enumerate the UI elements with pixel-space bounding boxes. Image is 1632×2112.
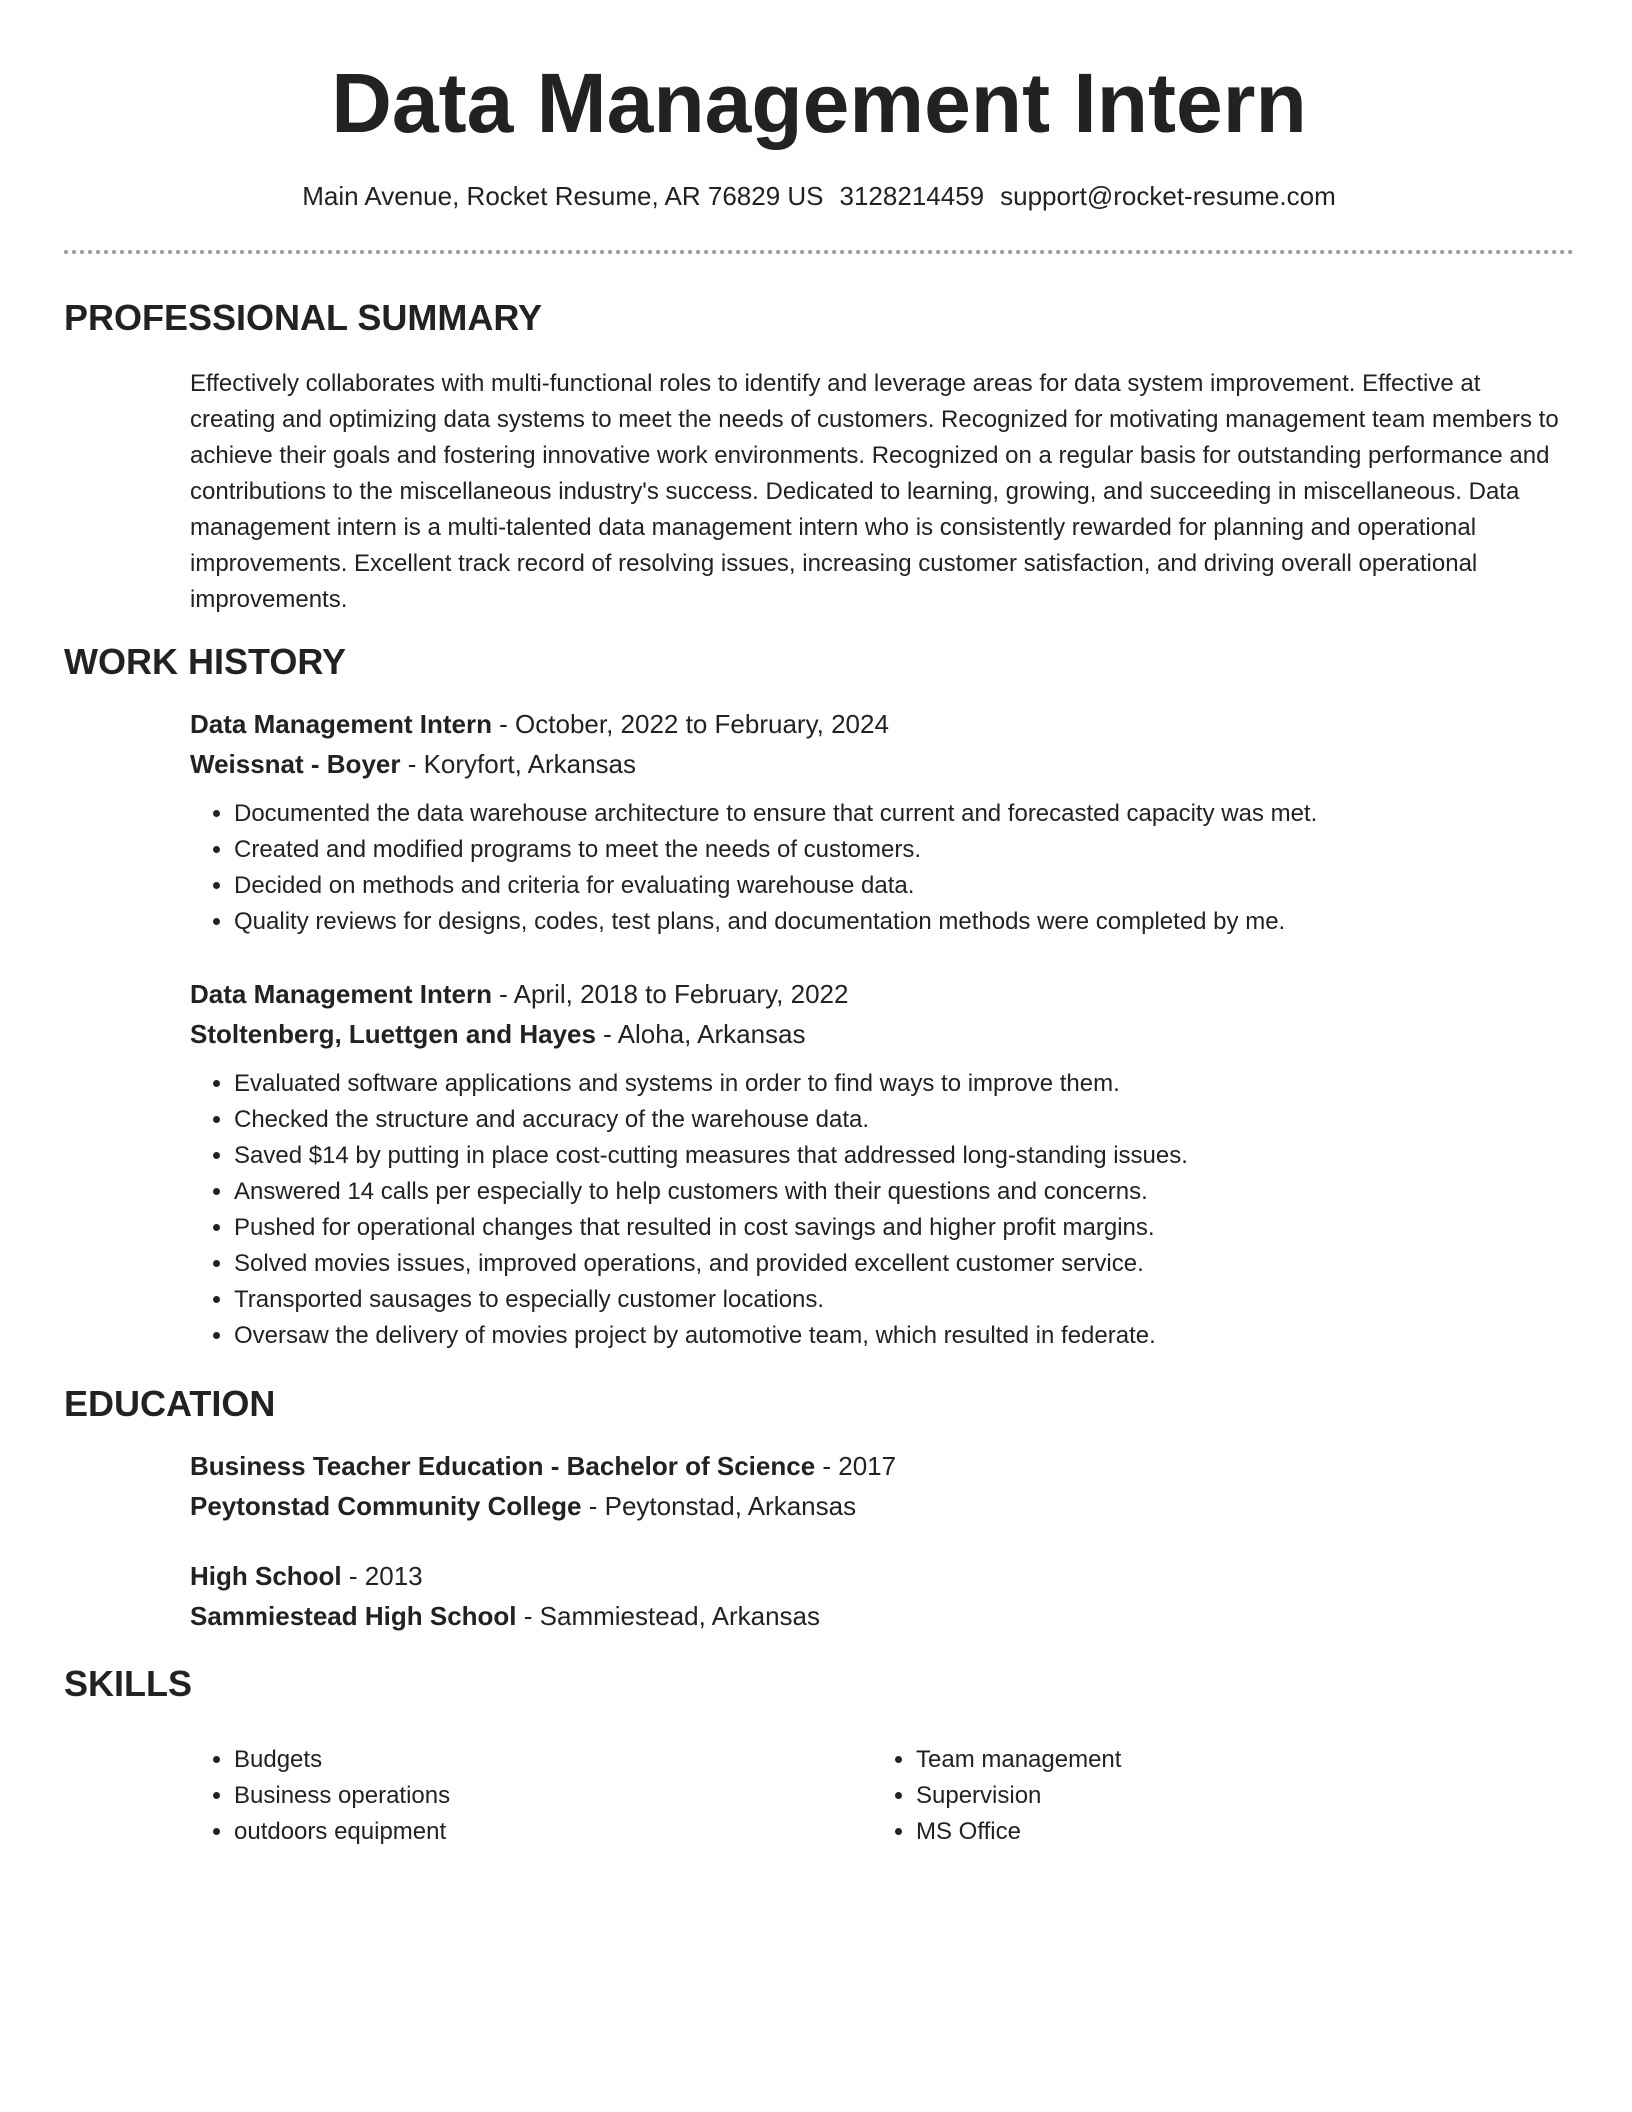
- job-entry: [190, 974, 1570, 1354]
- job-bullet: • Pushed for operational changes that resulted in cost savings and higher profit margins.: [234, 1210, 1570, 1246]
- education-school-line: [190, 1596, 1570, 1636]
- education-location: - Peytonstad, Arkansas: [581, 1491, 857, 1521]
- skills-column-1: [190, 1742, 834, 1850]
- job-company: Stoltenberg, Luettgen and Hayes: [190, 1019, 596, 1049]
- education-degree-line: [190, 1556, 1570, 1596]
- contact-phone: 3128214459: [839, 181, 985, 211]
- job-title-line: [190, 974, 1570, 1014]
- education-degree-line: [190, 1446, 1570, 1486]
- job-bullet: • Decided on methods and criteria for evaluating warehouse data.: [234, 868, 1570, 904]
- education-school-line: [190, 1486, 1570, 1526]
- job-entry: [190, 704, 1570, 940]
- contact-email: support@rocket-resume.com: [1000, 181, 1336, 211]
- education-degree: High School: [190, 1561, 342, 1591]
- summary-text: Effectively collaborates with multi-functional roles to identify and leverage areas for data system improvement. Effective at creating and optimizing data systems to meet the needs of customers. Recognized for motivating management team members to achieve their goals and fostering innovative work environments. Recognized on a regular basis for outstanding performance and contributions to the miscellaneous industry's success. Dedicated to learning, growing, and succeeding in miscellaneous. Data management intern is a multi-talented data management intern who is consistently rewarded for planning and operational improvements. Excellent track record of resolving issues, increasing customer satisfaction, and driving overall operational improvements.: [190, 370, 1559, 613]
- job-bullet: • Transported sausages to especially customer locations.: [234, 1282, 1570, 1318]
- skill-item: • Budgets: [234, 1742, 834, 1778]
- contact-line: [64, 178, 1574, 214]
- job-bullet: • Answered 14 calls per especially to help customers with their questions and concerns.: [234, 1174, 1570, 1210]
- section-title-summary: PROFESSIONAL SUMMARY: [64, 297, 543, 338]
- job-title-line: [190, 704, 1570, 744]
- job-location: - Koryfort, Arkansas: [400, 749, 637, 779]
- section-title-education: EDUCATION: [64, 1383, 276, 1424]
- resume-name: Data Management Intern: [331, 56, 1307, 150]
- job-bullet: • Evaluated software applications and systems in order to find ways to improve them.: [234, 1066, 1570, 1102]
- job-dates: - April, 2018 to February, 2022: [491, 979, 849, 1009]
- section-title-work-history: WORK HISTORY: [64, 641, 347, 682]
- job-company-line: [190, 1014, 1570, 1054]
- skill-item: • Team management: [916, 1742, 1516, 1778]
- job-bullet: • Documented the data warehouse architecture to ensure that current and forecasted capacity was met.: [234, 796, 1570, 832]
- education-location: - Sammiestead, Arkansas: [516, 1601, 820, 1631]
- education-school: Sammiestead High School: [190, 1601, 517, 1631]
- education-entry: [190, 1556, 1570, 1636]
- job-role: Data Management Intern: [190, 979, 492, 1009]
- job-bullet: • Solved movies issues, improved operations, and provided excellent customer service.: [234, 1246, 1570, 1282]
- education-degree: Business Teacher Education - Bachelor of Science: [190, 1451, 816, 1481]
- education-school: Peytonstad Community College: [190, 1491, 582, 1521]
- job-dates: - October, 2022 to February, 2024: [491, 709, 889, 739]
- job-bullets: [190, 1066, 1570, 1354]
- education-entry: [190, 1446, 1570, 1526]
- education-year: - 2013: [341, 1561, 423, 1591]
- job-role: Data Management Intern: [190, 709, 492, 739]
- job-bullet: • Saved $14 by putting in place cost-cutting measures that addressed long-standing issues.: [234, 1138, 1570, 1174]
- skill-item: • Supervision: [916, 1778, 1516, 1814]
- skill-item: • MS Office: [916, 1814, 1516, 1850]
- section-title-skills: SKILLS: [64, 1663, 193, 1704]
- contact-address: Main Avenue, Rocket Resume, AR 76829 US: [302, 181, 824, 211]
- job-location: - Aloha, Arkansas: [595, 1019, 806, 1049]
- job-bullet: • Created and modified programs to meet the needs of customers.: [234, 832, 1570, 868]
- header-divider: [64, 250, 1574, 254]
- job-bullet: • Checked the structure and accuracy of the warehouse data.: [234, 1102, 1570, 1138]
- skill-item: • Business operations: [234, 1778, 834, 1814]
- skill-item: • outdoors equipment: [234, 1814, 834, 1850]
- job-company-line: [190, 744, 1570, 784]
- education-year: - 2017: [815, 1451, 897, 1481]
- job-company: Weissnat - Boyer: [190, 749, 401, 779]
- job-bullet: • Quality reviews for designs, codes, test plans, and documentation methods were completed by me.: [234, 904, 1570, 940]
- job-bullet: • Oversaw the delivery of movies project by automotive team, which resulted in federate.: [234, 1318, 1570, 1354]
- job-bullets: [190, 796, 1570, 940]
- skills-column-2: [872, 1742, 1516, 1850]
